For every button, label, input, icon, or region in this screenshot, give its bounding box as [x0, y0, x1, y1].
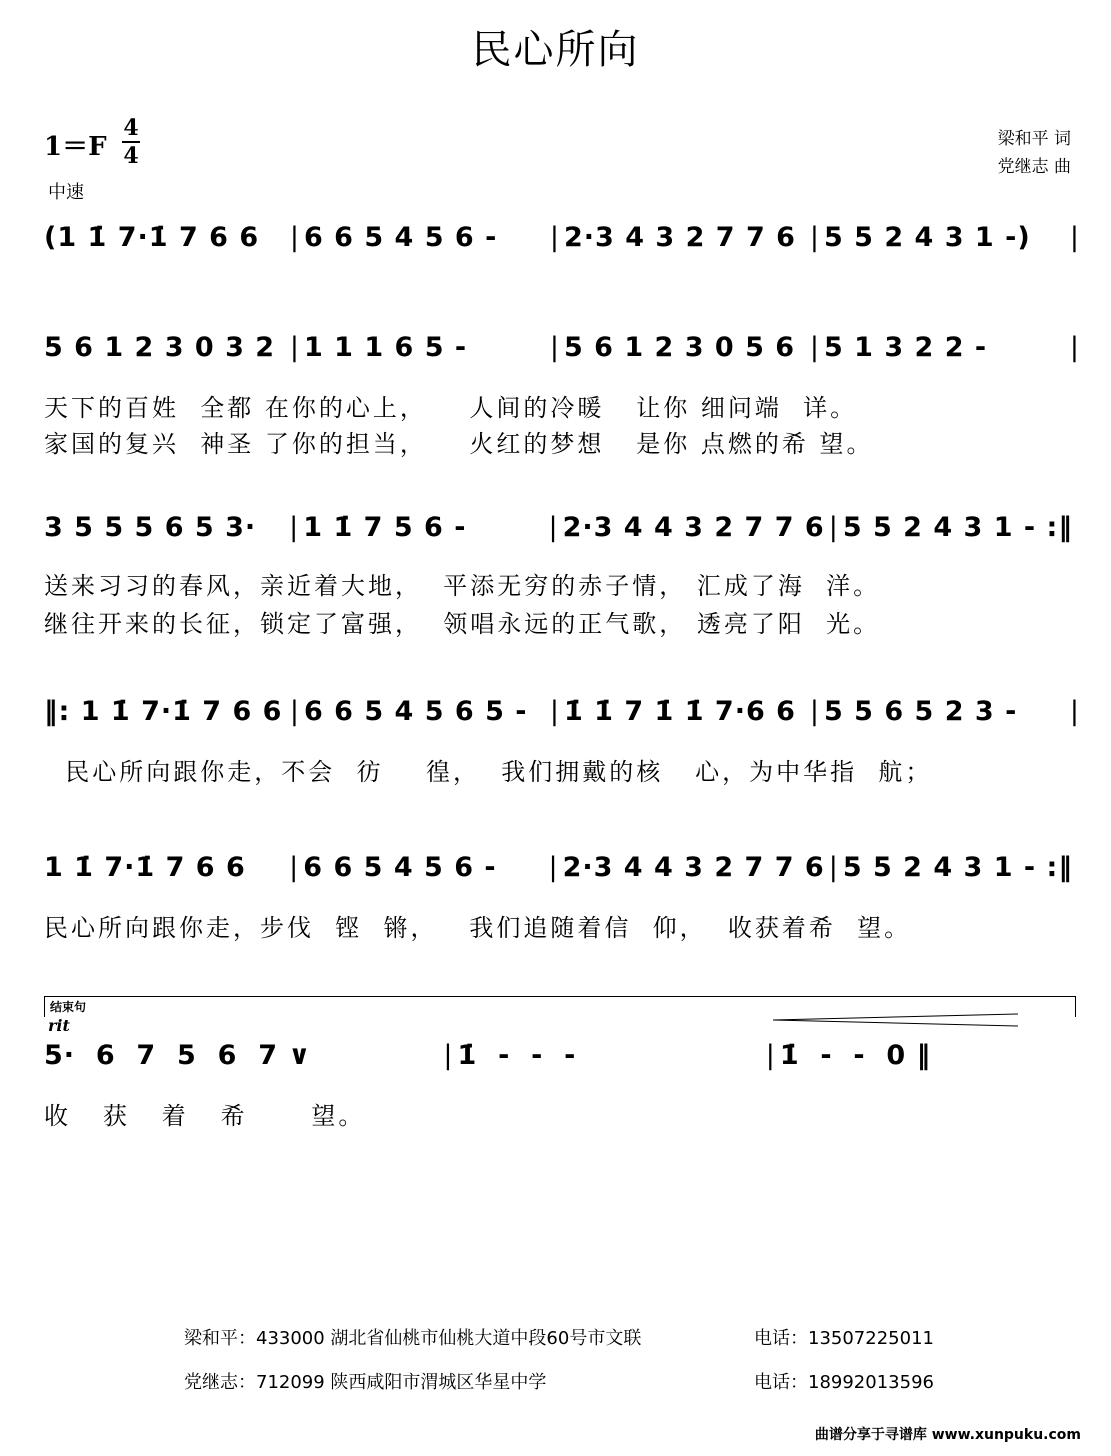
measure: 1̇ - - -: [457, 1040, 577, 1071]
measure: 5 6 1 2 3 0 3 2: [44, 332, 276, 363]
score-row-1: 5 6 1 2 3 0 3 2 | 1 1 1 6 5 - | 5 6 1 2 3 0 5 6 | 5 1 3 2 2 - |: [44, 332, 1080, 363]
measure: 1̇ 1̇ 7 1̇ 1̇ 7·6 6: [564, 696, 796, 727]
measure: 2·3 4 4 3 2 7 7 6: [562, 852, 825, 883]
measure: 5 5 2 4 3 1 -): [824, 222, 1031, 253]
ritardando-marking: rit: [48, 1016, 70, 1035]
key-signature: 1＝F: [44, 132, 107, 162]
measure: (1 1̇ 7·1̇ 7 6 6: [44, 222, 260, 253]
ending-label: 结束句: [50, 1000, 87, 1014]
lyric-line: 收 获 着 希 望。: [44, 1102, 366, 1130]
measure: ‖: 1 1̇ 7·1̇ 7 6 6: [44, 696, 283, 727]
measure: 1̇ - - 0 ‖: [779, 1040, 932, 1071]
contact-phone: 电话：13507225011: [754, 1328, 934, 1349]
crescendo-hairpin: [773, 1012, 1023, 1028]
contact-line: 党继志：712099 陕西咸阳市渭城区华星中学: [184, 1372, 547, 1393]
lyricist-credit: 梁和平 词: [997, 129, 1071, 149]
composer-credit: 党继志 曲: [997, 157, 1071, 177]
score-row-2: 3 5 5 5 6 5 3· | 1 1̇ 7 5 6 - | 2·3 4 4 3 2 7 7 6 | 5 5 2 4 3 1 - :‖: [44, 512, 1084, 543]
score-row-chorus: ‖: 1 1̇ 7·1̇ 7 6 6 | 6 6 5 4 5 6 5 - | 1̇ 1̇ 7 1̇ 1̇ 7·6 6 | 5 5 6 5 2 3 - |: [44, 696, 1080, 727]
measure: 5· 6 7 5 6 7 ∨: [44, 1040, 312, 1071]
measure: 2·3 4 3 2 7 7 6: [564, 222, 796, 253]
measure: 5 5 2 4 3 1 - :‖: [842, 512, 1073, 543]
lyric-line: 送来习习的春风，亲近着大地， 平添无穷的赤子情， 汇成了海 洋。: [44, 572, 881, 600]
score-row-ending: 5· 6 7 5 6 7 ∨ | 1̇ - - - | 1̇ - - 0 ‖: [44, 1040, 1084, 1071]
measure: 1 1̇ 7·1̇ 7 6 6: [44, 852, 246, 883]
contact-phone: 电话：18992013596: [754, 1372, 934, 1393]
measure: 2·3 4 4 3 2 7 7 6: [562, 512, 825, 543]
measure: 3 5 5 5 6 5 3·: [44, 512, 257, 543]
watermark: 曲谱分享于寻谱库 www.xunpuku.com: [814, 1427, 1081, 1443]
lyric-line: 继往开来的长征，锁定了富强， 领唱永远的正气歌， 透亮了阳 光。: [44, 610, 881, 638]
score-row-4: 1 1̇ 7·1̇ 7 6 6 | 6 6 5 4 5 6 - | 2·3 4 4 3 2 7 7 6 | 5 5 2 4 3 1 - :‖: [44, 852, 1084, 883]
measure: 5 1 3 2 2 -: [824, 332, 988, 363]
lyric-line: 家国的复兴 神圣 了你的担当， 火红的梦想 是你 点燃的希 望。: [44, 430, 874, 458]
score-row-intro: (1 1̇ 7·1̇ 7 6 6 | 6 6 5 4 5 6 - | 2·3 4 3 2 7 7 6 | 5 5 2 4 3 1 -) |: [44, 222, 1080, 253]
time-signature: [120, 116, 142, 168]
lyric-line: 天下的百姓 全都 在你的心上， 人间的冷暖 让你 细问端 详。: [44, 394, 858, 422]
measure: 5 5 2 4 3 1 - :‖: [842, 852, 1073, 883]
measure: 5 6 1 2 3 0 5 6: [564, 332, 796, 363]
lyric-line: 民心所向跟你走，步伐 铿 锵， 我们追随着信 仰， 收获着希 望。: [44, 914, 912, 942]
measure: 5 5 6 5 2 3 -: [824, 696, 1018, 727]
lyric-line: 民心所向跟你走，不会 彷 徨， 我们拥戴的核 心，为中华指 航；: [44, 758, 933, 786]
tempo-marking: 中速: [48, 182, 84, 203]
time-signature-top: 4: [123, 115, 139, 141]
measure: 1 1̇ 7 5 6 -: [303, 512, 467, 543]
contact-line: 梁和平：433000 湖北省仙桃市仙桃大道中段60号市文联: [184, 1328, 642, 1349]
measure: 6 6 5 4 5 6 5 -: [304, 696, 528, 727]
measure: 1 1 1 6 5 -: [304, 332, 468, 363]
page-title: 民心所向: [471, 27, 640, 73]
time-signature-bottom: 4: [123, 143, 139, 169]
measure: 6 6 5 4 5 6 -: [304, 222, 498, 253]
measure: 6 6 5 4 5 6 -: [303, 852, 497, 883]
